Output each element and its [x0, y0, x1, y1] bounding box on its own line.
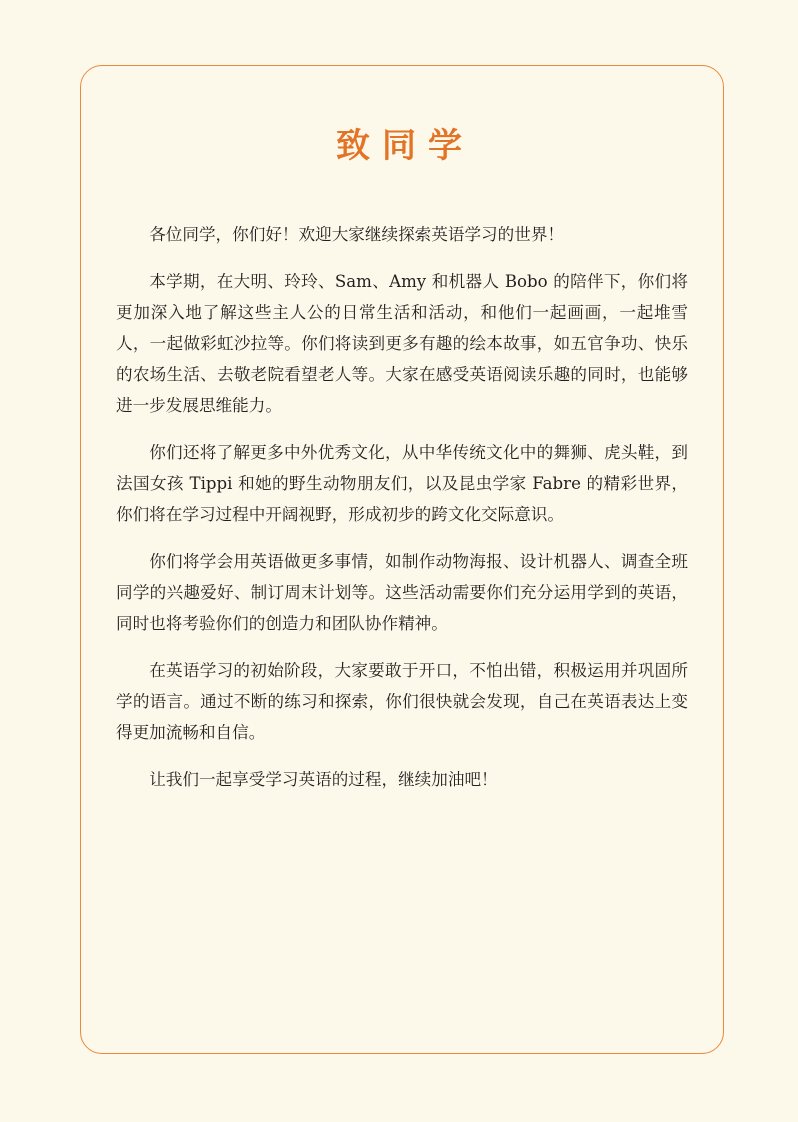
page-title: 致同学: [336, 126, 474, 166]
paragraph-greeting: 各位同学，你们好！欢迎大家继续探索英语学习的世界！: [149, 225, 565, 244]
paragraph-closing: 让我们一起享受学习英语的过程，继续加油吧！: [149, 770, 498, 789]
paragraph-advice: 在英语学习的初始阶段，大家要敢于开口，不怕出错，积极运用并巩固所学的语言。通过不断的练习和探索，你们很快就会发现，自己在英语表达上变得更加流畅和自信。: [116, 661, 688, 742]
letter-body: [116, 219, 688, 811]
paragraph-culture: 你们还将了解更多中外优秀文化，从中华传统文化中的舞狮、虎头鞋，到法国女孩 Tippi 和她的野生动物朋友们，以及昆虫学家 Fabre 的精彩世界，你们将在学习过程中开阔视野，形成初步的跨文化交际意识。: [116, 443, 688, 524]
paragraph-characters: 本学期，在大明、玲玲、Sam、Amy 和机器人 Bobo 的陪伴下，你们将更加深入地了解这些主人公的日常生活和活动，和他们一起画画，一起堆雪人，一起做彩虹沙拉等。你们将读到更多有趣的绘本故事，如五官争功、快乐的农场生活、去敬老院看望老人等。大家在感受英语阅读乐趣的同时，也能够进一步发展思维能力。: [116, 272, 688, 415]
paragraph-activities: 你们将学会用英语做更多事情，如制作动物海报、设计机器人、调查全班同学的兴趣爱好、制订周末计划等。这些活动需要你们充分运用学到的英语，同时也将考验你们的创造力和团队协作精神。: [116, 552, 688, 633]
